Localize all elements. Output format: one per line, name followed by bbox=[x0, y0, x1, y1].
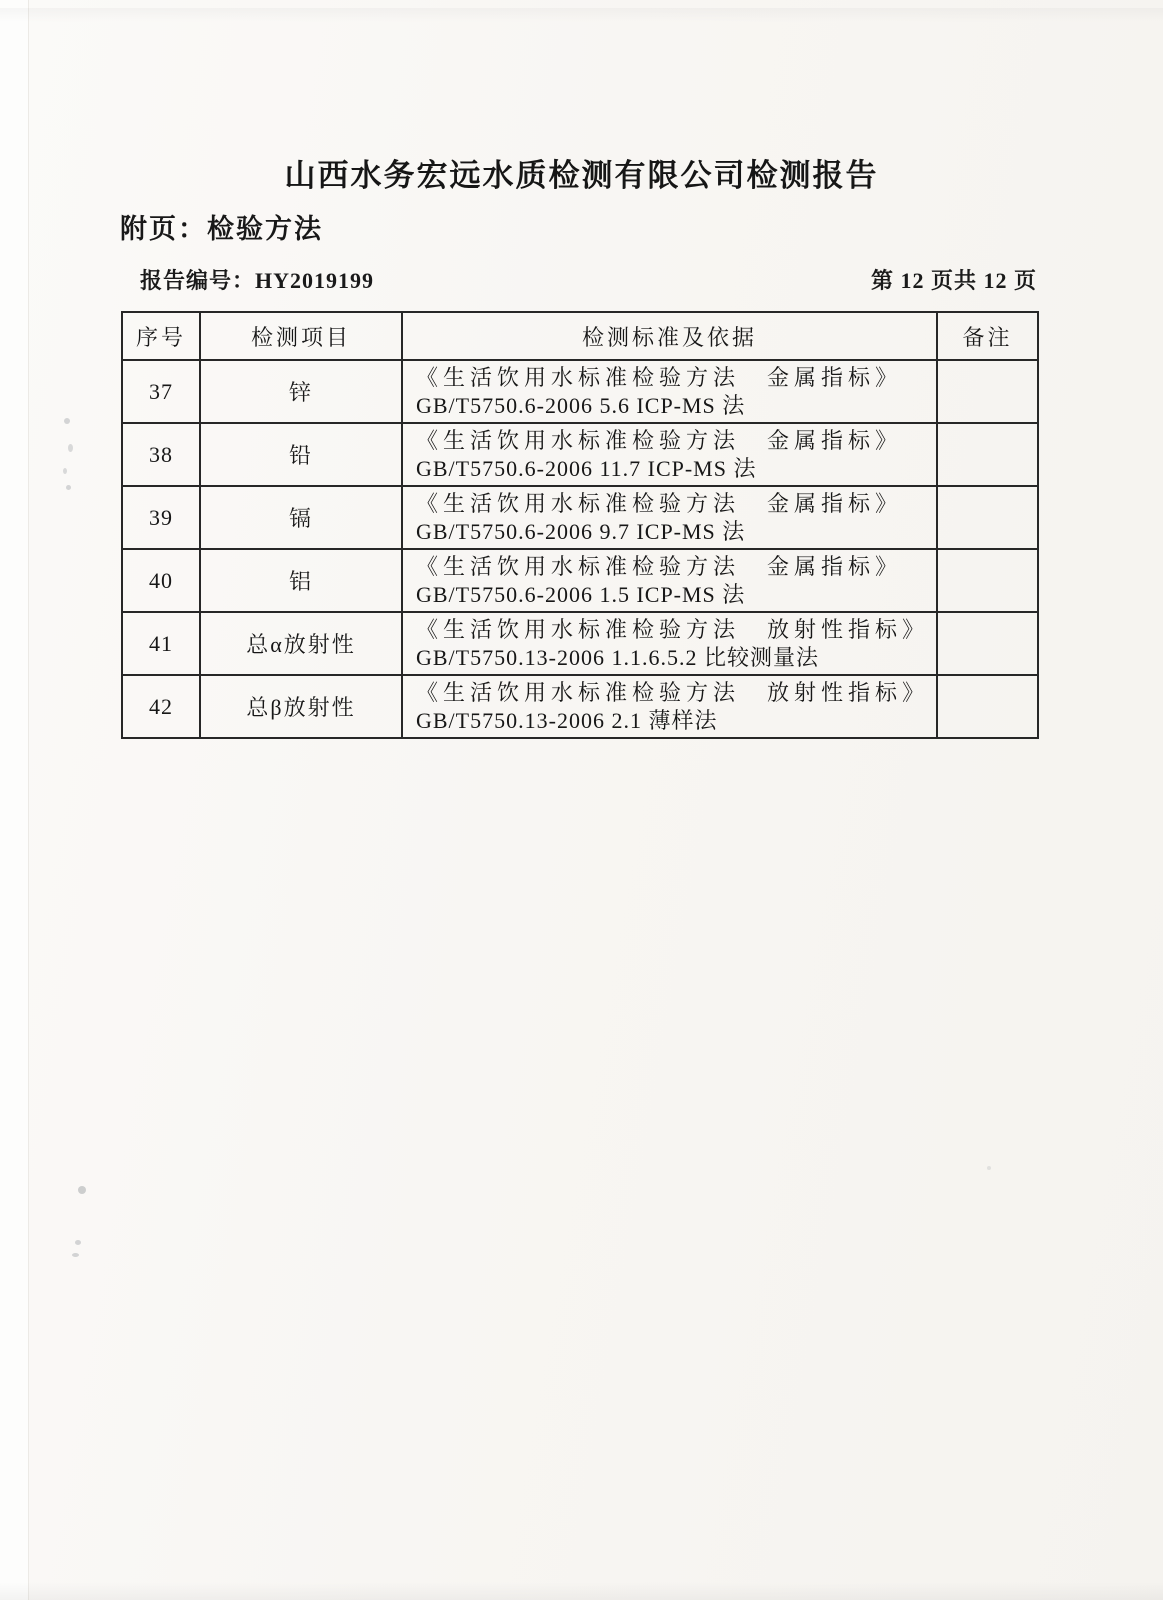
report-number: 报告编号：HY2019199 bbox=[140, 268, 375, 293]
table-row bbox=[122, 486, 1038, 549]
serial-number-cell: 42 bbox=[122, 675, 200, 738]
test-item-cell: 锌 bbox=[200, 360, 402, 423]
test-item-cell: 镉 bbox=[200, 486, 402, 549]
remark-cell bbox=[937, 612, 1038, 675]
serial-number-cell: 38 bbox=[122, 423, 200, 486]
table-row bbox=[122, 612, 1038, 675]
scan-speck bbox=[68, 444, 73, 452]
table-row bbox=[122, 423, 1038, 486]
scan-speck bbox=[78, 1186, 86, 1194]
serial-number-cell: 40 bbox=[122, 549, 200, 612]
standard-code-line: GB/T5750.13-2006 2.1 薄样法 bbox=[416, 708, 718, 733]
report-meta-row bbox=[140, 264, 1037, 295]
standard-title-line: 《生活饮用水标准检验方法 金属指标》 bbox=[416, 554, 903, 579]
header-test-item: 检测项目 bbox=[200, 312, 402, 360]
serial-number-cell: 41 bbox=[122, 612, 200, 675]
test-item-cell: 铝 bbox=[200, 549, 402, 612]
scan-speck bbox=[64, 418, 70, 424]
table-row bbox=[122, 549, 1038, 612]
page-indicator: 第 12 页共 12 页 bbox=[870, 268, 1037, 293]
table-row bbox=[122, 360, 1038, 423]
test-methods-table bbox=[121, 311, 1039, 739]
table-header-row bbox=[122, 312, 1038, 360]
standard-title-line: 《生活饮用水标准检验方法 放射性指标》 bbox=[416, 617, 930, 642]
header-remarks: 备注 bbox=[937, 312, 1038, 360]
test-item-cell: 铅 bbox=[200, 423, 402, 486]
header-serial-number: 序号 bbox=[122, 312, 200, 360]
standard-title-line: 《生活饮用水标准检验方法 金属指标》 bbox=[416, 491, 903, 516]
scan-speck bbox=[63, 468, 67, 474]
standard-title-line: 《生活饮用水标准检验方法 金属指标》 bbox=[416, 428, 903, 453]
standard-cell bbox=[402, 549, 937, 612]
scanner-edge-strip bbox=[0, 0, 29, 1600]
standard-code-line: GB/T5750.13-2006 1.1.6.5.2 比较测量法 bbox=[416, 645, 819, 670]
standard-code-line: GB/T5750.6-2006 1.5 ICP-MS 法 bbox=[416, 582, 746, 607]
scan-top-shading bbox=[0, 8, 1163, 22]
table-row bbox=[122, 675, 1038, 738]
standard-cell bbox=[402, 360, 937, 423]
standard-cell bbox=[402, 486, 937, 549]
appendix-subtitle: 附页：检验方法 bbox=[120, 214, 323, 244]
scan-speck bbox=[66, 485, 71, 490]
scan-speck bbox=[75, 1240, 81, 1245]
serial-number-cell: 39 bbox=[122, 486, 200, 549]
standard-cell bbox=[402, 612, 937, 675]
standard-title-line: 《生活饮用水标准检验方法 金属指标》 bbox=[416, 365, 903, 390]
serial-number-cell: 37 bbox=[122, 360, 200, 423]
standard-cell bbox=[402, 675, 937, 738]
remark-cell bbox=[937, 423, 1038, 486]
remark-cell bbox=[937, 486, 1038, 549]
standard-cell bbox=[402, 423, 937, 486]
scan-speck bbox=[72, 1253, 79, 1257]
remark-cell bbox=[937, 675, 1038, 738]
standard-code-line: GB/T5750.6-2006 9.7 ICP-MS 法 bbox=[416, 519, 746, 544]
test-item-cell: 总β放射性 bbox=[200, 675, 402, 738]
test-item-cell: 总α放射性 bbox=[200, 612, 402, 675]
scan-speck bbox=[987, 1166, 991, 1170]
remark-cell bbox=[937, 360, 1038, 423]
standard-title-line: 《生活饮用水标准检验方法 放射性指标》 bbox=[416, 680, 930, 705]
scan-bottom-shading bbox=[0, 1582, 1163, 1600]
standard-code-line: GB/T5750.6-2006 5.6 ICP-MS 法 bbox=[416, 393, 746, 418]
remark-cell bbox=[937, 549, 1038, 612]
report-title: 山西水务宏远水质检测有限公司检测报告 bbox=[284, 158, 879, 193]
header-test-standard: 检测标准及依据 bbox=[402, 312, 937, 360]
standard-code-line: GB/T5750.6-2006 11.7 ICP-MS 法 bbox=[416, 456, 757, 481]
